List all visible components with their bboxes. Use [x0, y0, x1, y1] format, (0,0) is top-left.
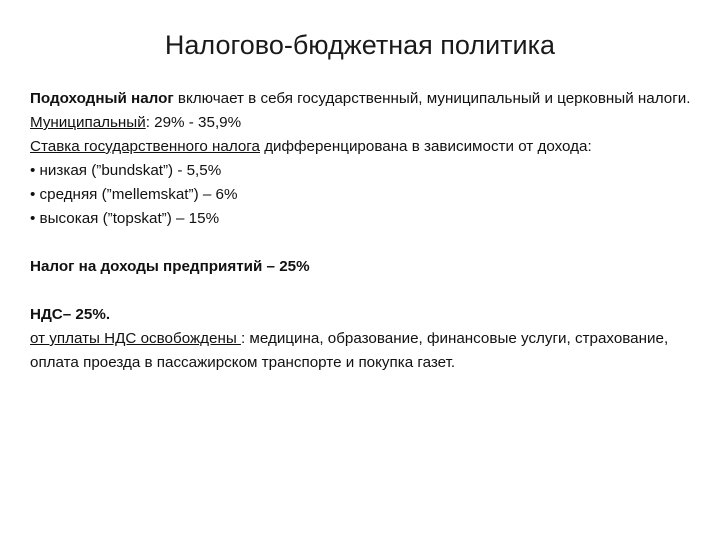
municipal-separator: :: [145, 114, 155, 131]
municipal-term: Муниципальный: [30, 114, 146, 131]
vat-exempt-paragraph: [30, 327, 696, 375]
bracket-high: • высокая (”topskat”) – 15%: [30, 210, 220, 227]
vat-exempt-list: : медицина, образование, финансовые услуги, страхование, оплата проезда в пассажирском транспорте и покупка газет.: [30, 330, 669, 371]
bracket-middle: • средняя (”mellemskat”) – 6%: [30, 186, 238, 203]
income-tax-term: Подоходный налог: [30, 90, 174, 107]
slide-title: Налогово-бюджетная политика: [164, 30, 556, 60]
spacer: [30, 279, 696, 303]
bracket-low: • низкая (”bundskat”) - 5,5%: [30, 162, 222, 179]
state-rate-line: [30, 135, 696, 159]
vat-heading: НДС– 25%.: [30, 306, 111, 323]
vat-exempt-term: от уплаты НДС освобождены: [30, 330, 241, 347]
income-tax-description: включает в себя государственный, муниципальный и церковный налоги.: [173, 90, 691, 107]
municipal-line: [30, 111, 696, 135]
municipal-value: 29% - 35,9%: [154, 114, 242, 131]
state-rate-term: Ставка государственного налога: [30, 138, 260, 155]
slide-body: [30, 87, 696, 375]
state-rate-description: дифференцирована в зависимости от дохода:: [259, 138, 592, 155]
corporate-tax-line: Налог на доходы предприятий – 25%: [30, 258, 310, 275]
spacer: [30, 231, 696, 255]
income-tax-paragraph: [30, 87, 696, 111]
